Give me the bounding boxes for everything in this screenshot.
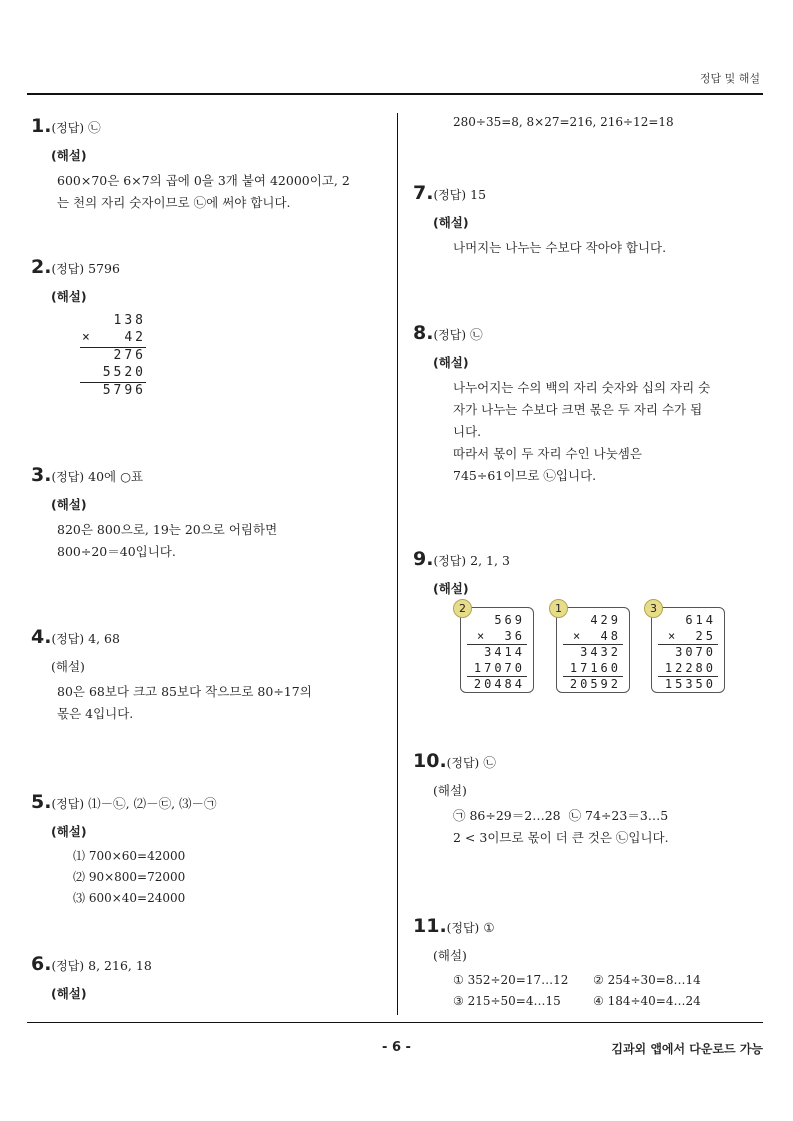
explanation-line: 몫은 4입니다. — [57, 706, 134, 721]
question-number: 3. — [31, 464, 52, 486]
answer-label: (정답) — [51, 262, 85, 276]
answer-label: (정답) — [433, 328, 467, 342]
answer-label: (정답) — [446, 756, 480, 770]
explanation-line: 820은 800으로, 19는 20으로 어림하면 — [57, 522, 278, 537]
explanation-label: (해설) — [51, 824, 87, 839]
explanation-line: 280÷35=8, 8×27=216, 216÷12=18 — [453, 115, 674, 129]
answer-value: 15 — [470, 187, 487, 202]
explanation-line: 나누어지는 수의 백의 자리 숫자와 십의 자리 숫 — [453, 380, 711, 395]
explanation-line: 따라서 몫이 두 자리 수인 나눗셈은 — [453, 446, 642, 461]
answer-label: (정답) — [446, 921, 480, 935]
page-number: - 6 - — [382, 1040, 411, 1055]
answer-value: 2, 1, 3 — [470, 553, 510, 568]
header-title: 정답 및 해설 — [699, 72, 760, 85]
question-4 — [31, 626, 312, 725]
multiplicand: 614 — [685, 613, 716, 627]
multiplier: 48 — [600, 628, 621, 643]
product: 20484 — [473, 677, 525, 691]
explanation-line: ⑵ 90×800=72000 — [73, 870, 186, 884]
choice-item: ③ 215÷50=4…15 — [453, 994, 561, 1008]
answer-value: ㉡ — [483, 755, 496, 770]
explanation-line: 나머지는 나누는 수보다 작아야 합니다. — [453, 240, 667, 255]
explanation-line: ⑴ 700×60=42000 — [73, 849, 186, 863]
question-8 — [413, 322, 710, 487]
question-number: 10. — [413, 750, 447, 772]
partial-product-2: 17070 — [467, 661, 527, 678]
answer-value: ① — [483, 920, 495, 935]
multiplicand: 429 — [590, 613, 621, 627]
question-number: 7. — [413, 182, 434, 204]
answer-value: 4, 68 — [88, 631, 120, 646]
explanation-line: 자가 나누는 수보다 크면 몫은 두 자리 수가 됩 — [453, 402, 703, 417]
multiplier: 42 — [124, 330, 146, 345]
multiplier-row — [467, 629, 527, 646]
explanation-label: (해설) — [433, 355, 469, 370]
explanation-label: (해설) — [433, 581, 469, 596]
explanation-line: 니다. — [453, 424, 482, 439]
explanation-line: 는 천의 자리 숫자이므로 ㉡에 써야 합니다. — [57, 195, 291, 210]
answer-value: ⑴－㉡, ⑵－㉢, ⑶－㉠ — [88, 796, 217, 811]
times-sign: × — [82, 330, 90, 345]
answer-value: 8, 216, 18 — [88, 958, 152, 973]
question-number: 6. — [31, 953, 52, 975]
multiplier-row — [658, 629, 718, 646]
answer-label: (정답) — [51, 470, 85, 484]
question-number: 5. — [31, 791, 52, 813]
explanation-line: 80은 68보다 크고 85보다 작으므로 80÷17의 — [57, 684, 312, 699]
answer-label: (정답) — [51, 121, 85, 135]
question-3 — [31, 464, 277, 563]
explanation-label: (해설) — [51, 659, 85, 674]
product: 20592 — [569, 677, 621, 691]
question-2 — [31, 256, 120, 305]
multiplier-row — [563, 629, 623, 646]
question-number: 1. — [31, 115, 52, 137]
answer-value: ㉡ — [470, 327, 483, 342]
answer-value: 40에 ○표 — [88, 469, 144, 484]
explanation-label: (해설) — [433, 215, 469, 230]
partial-product-1: 3432 — [580, 645, 621, 659]
question-number: 9. — [413, 548, 434, 570]
multiplication-box — [556, 607, 630, 693]
choice-item: ④ 184÷40=4…24 — [593, 994, 701, 1008]
explanation-line: 800÷20＝40입니다. — [57, 544, 176, 559]
question-9 — [413, 548, 510, 597]
footer-rule — [27, 1022, 763, 1023]
product: 15350 — [664, 677, 716, 691]
multiplicand: 138 — [113, 313, 146, 328]
explanation-label: (해설) — [51, 289, 87, 304]
answer-value: ㉡ — [88, 120, 101, 135]
explanation-line: ⑶ 600×40=24000 — [73, 891, 186, 905]
question-7 — [413, 182, 666, 259]
question-6-continued — [453, 112, 674, 133]
question-11 — [413, 915, 733, 1012]
question-6 — [31, 953, 152, 1002]
product: 5796 — [102, 383, 146, 398]
multiplication-box — [651, 607, 725, 693]
question-10 — [413, 750, 669, 849]
multiplicand: 569 — [494, 613, 525, 627]
order-badge: 3 — [644, 599, 663, 618]
explanation-label: (해설) — [51, 148, 87, 163]
answer-label: (정답) — [51, 632, 85, 646]
explanation-line: ㉠ 86÷29＝2…28 ㉡ 74÷23＝3…5 — [453, 808, 669, 823]
explanation-line: 745÷61이므로 ㉡입니다. — [453, 468, 597, 483]
question-number: 4. — [31, 626, 52, 648]
times-sign: × — [477, 628, 485, 643]
partial-product-1: 276 — [113, 348, 146, 363]
header-rule — [27, 93, 763, 95]
times-sign: × — [573, 628, 581, 643]
explanation-label: (해설) — [51, 497, 87, 512]
vertical-multiplication — [80, 313, 146, 400]
answer-value: 5796 — [88, 261, 120, 276]
explanation-label: (해설) — [433, 783, 467, 798]
multiplier: 36 — [504, 628, 525, 643]
answer-label: (정답) — [51, 959, 85, 973]
download-notice: 김과외 앱에서 다운로드 가능 — [611, 1042, 763, 1056]
explanation-label: (해설) — [433, 948, 467, 963]
explanation-line: 2 < 3이므로 몫이 더 큰 것은 ㉡입니다. — [453, 830, 669, 845]
question-number: 2. — [31, 256, 52, 278]
partial-product-2: 12280 — [658, 661, 718, 678]
question-number: 11. — [413, 915, 447, 937]
multiplier-row — [80, 330, 146, 348]
question-number: 8. — [413, 322, 434, 344]
multiplication-box — [460, 607, 534, 693]
question-5 — [31, 791, 217, 909]
answer-label: (정답) — [433, 188, 467, 202]
answer-label: (정답) — [51, 797, 85, 811]
partial-product-1: 3414 — [484, 645, 525, 659]
multiplier: 25 — [695, 628, 716, 643]
partial-product-2: 5520 — [80, 365, 146, 383]
order-badge: 2 — [453, 599, 472, 618]
partial-product-2: 17160 — [563, 661, 623, 678]
choice-item: ① 352÷20=17…12 — [453, 973, 569, 987]
question-1 — [31, 115, 350, 214]
column-divider — [397, 113, 398, 1015]
explanation-line: 600×70은 6×7의 곱에 0을 3개 붙여 42000이고, 2 — [57, 173, 350, 188]
explanation-label: (해설) — [51, 986, 87, 1001]
order-badge: 1 — [549, 599, 568, 618]
choice-item: ② 254÷30=8…14 — [593, 973, 701, 987]
times-sign: × — [668, 628, 676, 643]
answer-label: (정답) — [433, 554, 467, 568]
partial-product-1: 3070 — [675, 645, 716, 659]
